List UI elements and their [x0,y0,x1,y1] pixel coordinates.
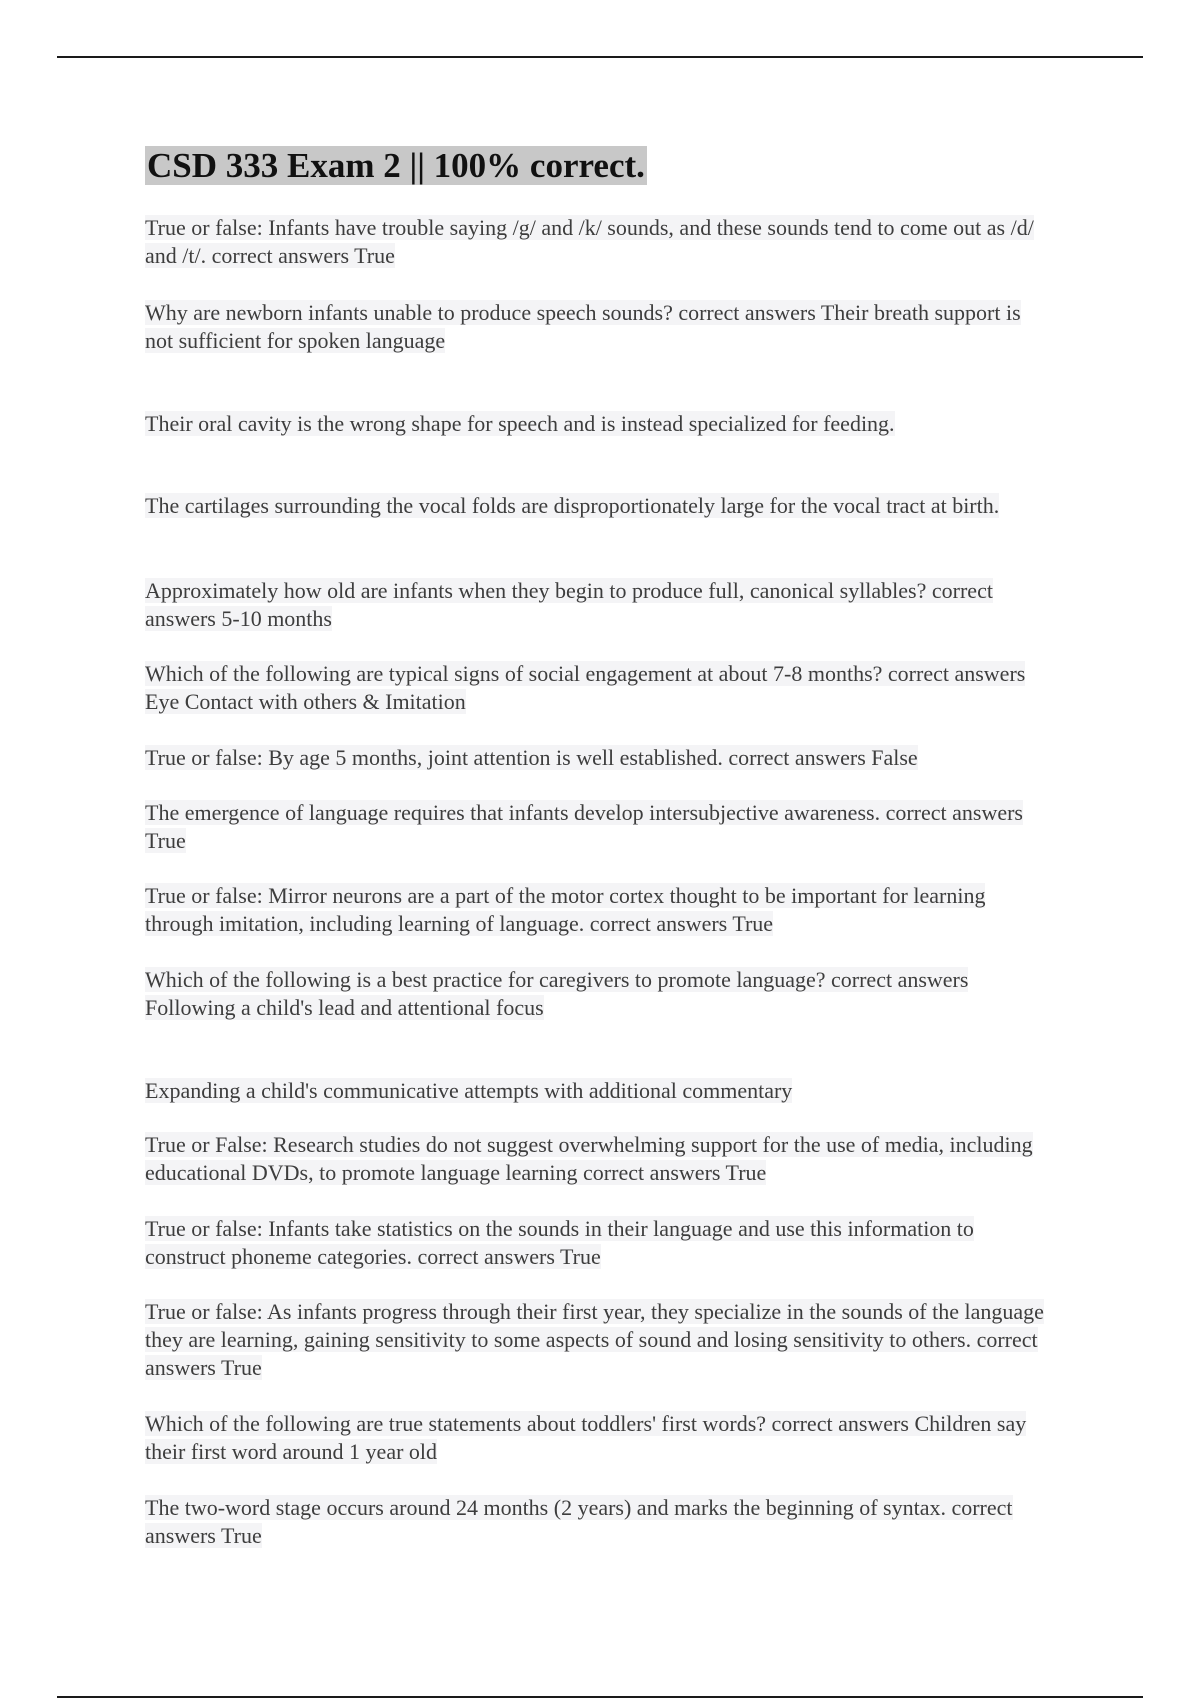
entry-7: True or false: By age 5 months, joint attention is well established. correct answers False [145,745,918,770]
entry-15: Which of the following are true statements about toddlers' first words? correct answers Children say their first word around 1 year old [145,1411,1027,1464]
entry-5: Approximately how old are infants when they begin to produce full, canonical syllables? correct answers 5-10 months [145,578,993,631]
entry-16: The two-word stage occurs around 24 months (2 years) and marks the beginning of syntax. correct answers True [145,1495,1013,1548]
entry-3: Their oral cavity is the wrong shape for speech and is instead specialized for feeding. [145,411,895,436]
entry-9: True or false: Mirror neurons are a part of the motor cortex thought to be important for learning through imitation, including learning of language. correct answers True [145,883,986,936]
top-rule [57,56,1143,58]
entry-1: True or false: Infants have trouble saying /g/ and /k/ sounds, and these sounds tend to come out as /d/ and /t/. correct answers True [145,215,1034,268]
entry-2: Why are newborn infants unable to produce speech sounds? correct answers Their breath support is not sufficient for spoken language [145,300,1021,353]
entry-10: Which of the following is a best practice for caregivers to promote language? correct answers Following a child's lead and attentional focus [145,967,969,1020]
document-title: CSD 333 Exam 2 || 100% correct. [147,146,645,185]
entry-11: Expanding a child's communicative attempts with additional commentary [145,1078,793,1103]
entry-4: The cartilages surrounding the vocal folds are disproportionately large for the vocal tract at birth. [145,493,1000,518]
entry-14: True or false: As infants progress through their first year, they specialize in the sounds of the language they are learning, gaining sensitivity to some aspects of sound and losing sensitivity to others. correct answers True [145,1299,1044,1380]
entry-8: The emergence of language requires that infants develop intersubjective awareness. correct answers True [145,800,1023,853]
entry-6: Which of the following are typical signs of social engagement at about 7-8 months? correct answers Eye Contact with others & Imitation [145,661,1026,714]
bottom-rule [57,1696,1143,1698]
entry-13: True or false: Infants take statistics on the sounds in their language and use this information to construct phoneme categories. correct answers True [145,1216,974,1269]
entry-12: True or False: Research studies do not suggest overwhelming support for the use of media, including educational DVDs, to promote language learning correct answers True [145,1132,1033,1185]
